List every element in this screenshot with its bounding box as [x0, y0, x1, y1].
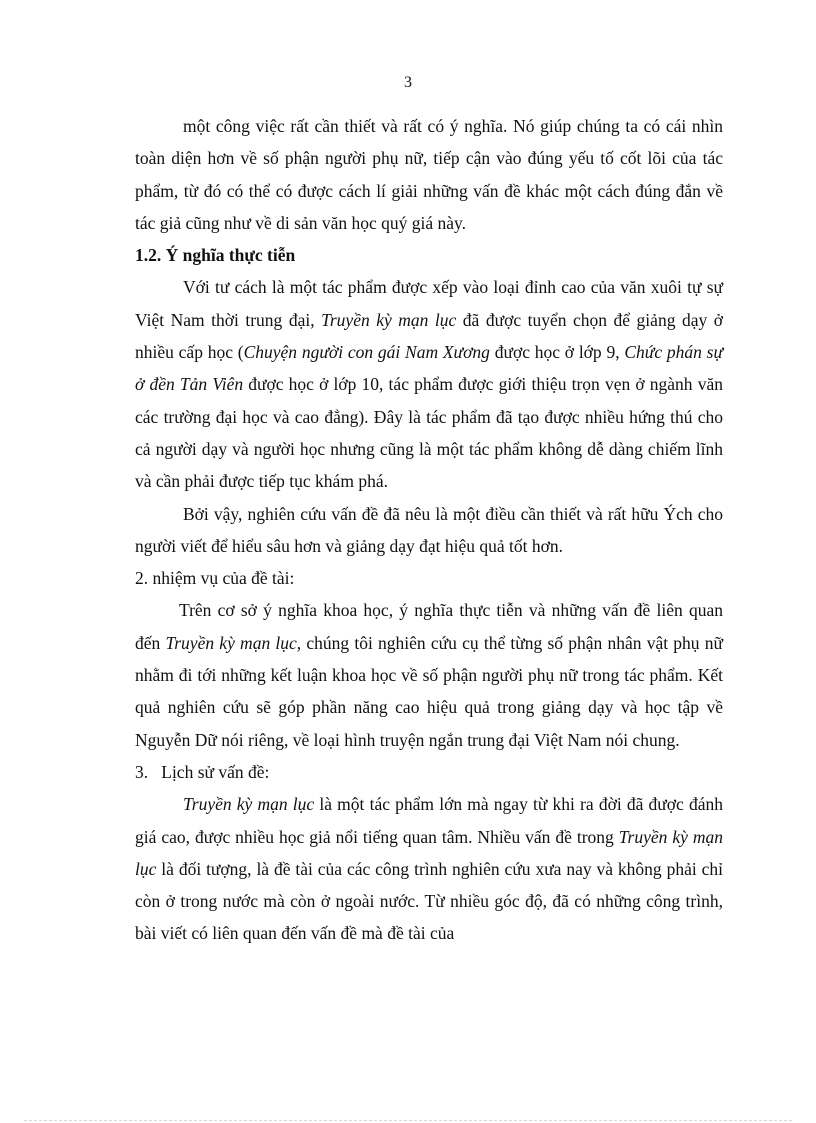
paragraph-text: Bởi vậy, nghiên cứu vấn đề đã nêu là một điều cần thiết và rất hữu Ých cho người viết để hiểu sâu hơn và giảng dạy đạt hiệu quả tốt hơn. — [135, 503, 723, 556]
heading-text: 2. nhiệm vụ của đề tài: — [135, 568, 295, 589]
heading-text: 3. Lịch sử vấn đề: — [135, 761, 270, 782]
section-heading-3 — [135, 756, 723, 788]
section-heading-2 — [135, 562, 723, 594]
text-run: chúng tôi nghiên cứu cụ thể từng số phận nhân vật phụ nữ nhằm đi tới những kết luận khoa học về số phận người phụ nữ trong tác phẩm. Kết quả nghiên cứu sẽ góp phần năng cao hiệu quả trong giảng dạy và học tập về Nguyễn Dữ nói riêng, về loại hình truyện ngắn trung đại Việt Nam nói chung. — [135, 632, 723, 750]
text-run: đã được tuyển chọn để giảng dạy ở nhiều cấp học ( — [135, 309, 723, 363]
paragraph-practical-significance — [135, 271, 723, 497]
italic-title: Chuyện người con gái Nam Xương — [243, 342, 490, 363]
paragraph-text: một công việc rất cần thiết và rất có ý nghĩa. Nó giúp chúng ta có cái nhìn toàn diện hơn về số phận người phụ nữ, tiếp cận vào đúng yếu tố cốt lõi của tác phẩm, từ đó có thể có được cách lí giải những vấn đề khác một cách đúng đắn về tác giả cũng như về di sản văn học quý giá này. — [135, 116, 723, 233]
italic-title: Truyền kỳ mạn lục — [135, 826, 723, 879]
text-run: Với tư cách là một tác phẩm được xếp vào loại đỉnh cao của văn xuôi tự sự Việt Nam thời trung đại, — [135, 277, 723, 330]
paragraph-continuation — [135, 110, 723, 239]
text-run: là đối tượng, là đề tài của các công trình nghiên cứu xưa nay và không phải chỉ còn ở trong nước mà còn ở ngoài nước. Từ nhiều góc độ, đã có những công trình, bài viết có liên quan đến vấn đề mà đề tài của — [135, 858, 723, 944]
paragraph-therefore — [135, 498, 723, 563]
italic-title: Truyền kỳ mạn lục — [321, 309, 457, 330]
text-run: được học ở lớp 9, — [489, 342, 625, 363]
document-body — [135, 110, 723, 950]
italic-title: Chức phán sự ở đền Tản Viên — [135, 342, 723, 395]
section-heading-1-2 — [135, 239, 723, 271]
text-run: được học ở lớp 10, tác phẩm được giới thiệu trọn vẹn ở ngành văn các trường đại học và cao đẳng). Đây là tác phẩm đã tạo được nhiều hứng thú cho cả người dạy và người học nhưng cũng là một tác phẩm không dễ dàng chiếm lĩnh và cần phải được tiếp tục khám phá. — [135, 374, 723, 492]
heading-text: 1.2. Ý nghĩa thực tiễn — [135, 245, 296, 266]
italic-title: Truyền kỳ mạn lục, — [165, 632, 302, 653]
paragraph-tasks — [135, 594, 723, 755]
paragraph-history — [135, 788, 723, 949]
text-run: Trên cơ sở ý nghĩa khoa học, ý nghĩa thực tiễn và những vấn đề liên quan đến — [135, 600, 723, 653]
page-bottom-divider — [24, 1120, 792, 1121]
text-run: là một tác phẩm lớn mà ngay từ khi ra đời đã được đánh giá cao, được nhiều học giả nổi tiếng quan tâm. Nhiều vấn đề trong — [135, 794, 724, 847]
page-number: 3 — [404, 74, 412, 91]
italic-title: Truyền kỳ mạn lục — [183, 794, 315, 815]
